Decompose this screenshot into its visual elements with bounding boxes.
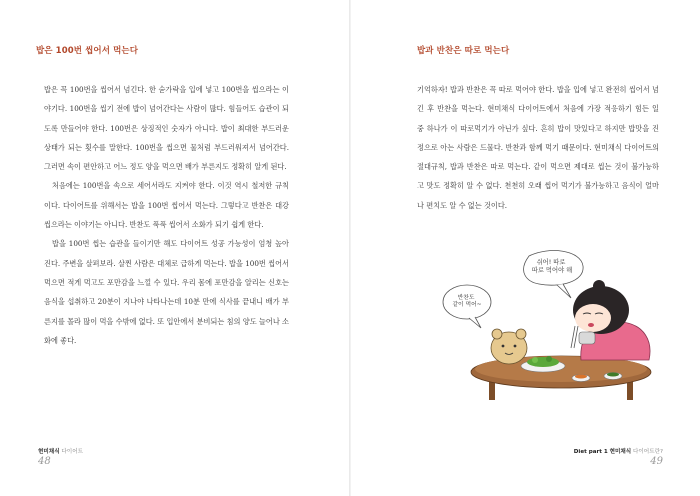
footer-brand: 현미채식 <box>38 449 60 455</box>
body-text <box>44 80 289 350</box>
svg-text:반찬도 같이 먹어~: 반찬도 같이 먹어~ <box>452 295 482 308</box>
footer-section: 다이어트 <box>61 449 84 455</box>
footer-part: Diet part 1 <box>573 449 608 455</box>
cartoon-illustration <box>431 248 671 408</box>
bear-character <box>491 329 527 364</box>
paragraph: 밥을 100번 씹는 습관을 들이기만 해도 다이어트 성공 가능성이 엄청 높아진다. 주변을 살펴보라. 살찐 사람은 대체로 급하게 먹는다. 밥을 100번 씹어서 먹으면 적게 먹고도 포만감을 느낄 수 있다. 우리 몸에 포만감을 알리는 신호는 음식을 섭취하고 20분이 지나야 나타나는데 10분 만에 식사를 끝내니 배가 부른지를 몰라 많이 먹을 수밖에 없다. 또 입안에서 분비되는 침의 양도 늘어나 소화에 좋다. <box>44 239 289 345</box>
girl-character <box>571 280 650 360</box>
section-heading: 밥과 반찬은 따로 먹는다 <box>417 46 510 56</box>
page-number: 48 <box>38 456 51 467</box>
footer-section: 다이어트란? <box>633 449 663 455</box>
running-footer <box>38 447 83 455</box>
speech-bubble-girl <box>524 251 584 298</box>
page-footer <box>38 447 83 467</box>
paragraph: 처음에는 100번을 속으로 세어서라도 지켜야 한다. 이것 역시 철저한 규칙이다. 다이어트를 위해서는 밥을 100번 씹어서 먹는다. 그렇다고 반찬은 대강 씹으라는 이야기는 아니다. 반찬도 푹푹 씹어서 소화가 되기 쉽게 한다. <box>44 181 289 230</box>
paragraph: 기억하자! 밥과 반찬은 꼭 따로 먹어야 한다. 밥을 입에 넣고 완전히 씹어서 넘긴 후 반찬을 먹는다. 현미채식 다이어트에서 처음에 가장 적응하기 힘든 일 중 하나가 이 따로먹기가 아닌가 싶다. 흔히 밥이 맛있다고 하지만 밥맛을 진정으로 아는 사람은 드물다. 반찬과 함께 먹기 때문이다. 현미채식 다이어트의 절대규칙, 밥과 반찬은 따로 먹는다. 같이 먹으면 제대로 씹는 것이 불가능하고 맛도 정확히 알 수 없다. 천천히 오래 씹어 먹기가 불가능하고 음식이 얼마나 편치도 알 수 없는 것이다. <box>417 85 659 210</box>
left-page <box>0 0 349 496</box>
svg-text:쉬어! 따로 따로 먹어야 해: 쉬어! 따로 따로 먹어야 해 <box>531 259 573 274</box>
right-page <box>351 0 700 496</box>
body-text <box>417 80 659 215</box>
page-number: 49 <box>650 456 663 467</box>
footer-brand: 현미채식 <box>609 449 632 455</box>
paragraph: 밥은 꼭 100번을 씹어서 넘긴다. 한 숟가락을 입에 넣고 100번을 씹으라는 이야기다. 100번을 씹기 전에 밥이 넘어간다는 사람이 많다. 힘들어도 습관이 되도록 만들어야 한다. 100번은 상징적인 숫자가 아니다. 밥이 최대한 부드러운 상태가 되는 횟수를 말한다. 100번을 씹으면 물처럼 부드러워져서 넘어간다. 그러면 속이 편안하고 어느 정도 양을 먹으면 배가 부른지도 정확히 알게 된다. <box>44 85 289 172</box>
page-footer <box>574 447 663 467</box>
running-footer <box>574 447 663 455</box>
speech-bubble-bear <box>443 285 491 328</box>
section-heading: 밥은 100번 씹어서 먹는다 <box>36 46 139 56</box>
